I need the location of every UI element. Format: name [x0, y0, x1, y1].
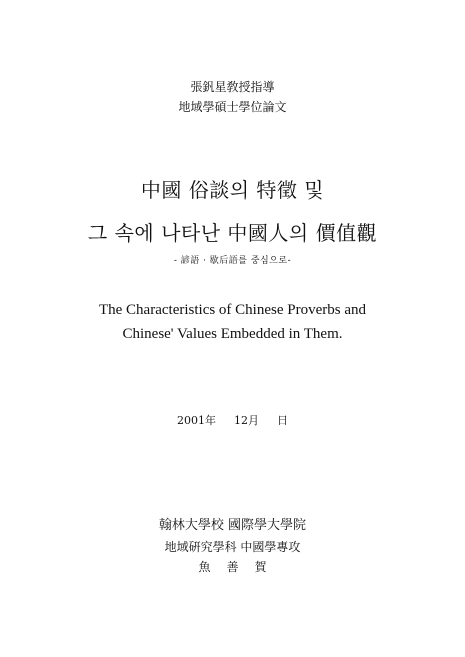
- degree-line: 地域學碩士學位論文: [178, 100, 287, 114]
- date-day: 日: [277, 414, 288, 427]
- advisor-line: 張釩星敎授指導: [190, 80, 275, 94]
- submission-date: [0, 412, 465, 428]
- date-month: 12月: [234, 414, 259, 427]
- korean-title-line-1: 中國 俗談의 特徵 및: [140, 178, 325, 202]
- english-title-line-1: The Characteristics of Chinese Proverbs and: [98, 302, 366, 318]
- date-year: 2001年: [177, 414, 216, 427]
- english-title-line-2: Chinese' Values Embedded in Them.: [122, 326, 343, 342]
- korean-title-line-2: 그 속에 나타난 中國人의 價值觀: [87, 221, 378, 245]
- department-name: 地域硏究學科 中國學專攻: [164, 540, 301, 554]
- university-name: 翰林大學校 國際學大學院: [158, 518, 307, 533]
- korean-subtitle: - 諺語 · 歇后語를 중심으로-: [173, 256, 292, 266]
- author-name: 魚善賀: [198, 560, 283, 574]
